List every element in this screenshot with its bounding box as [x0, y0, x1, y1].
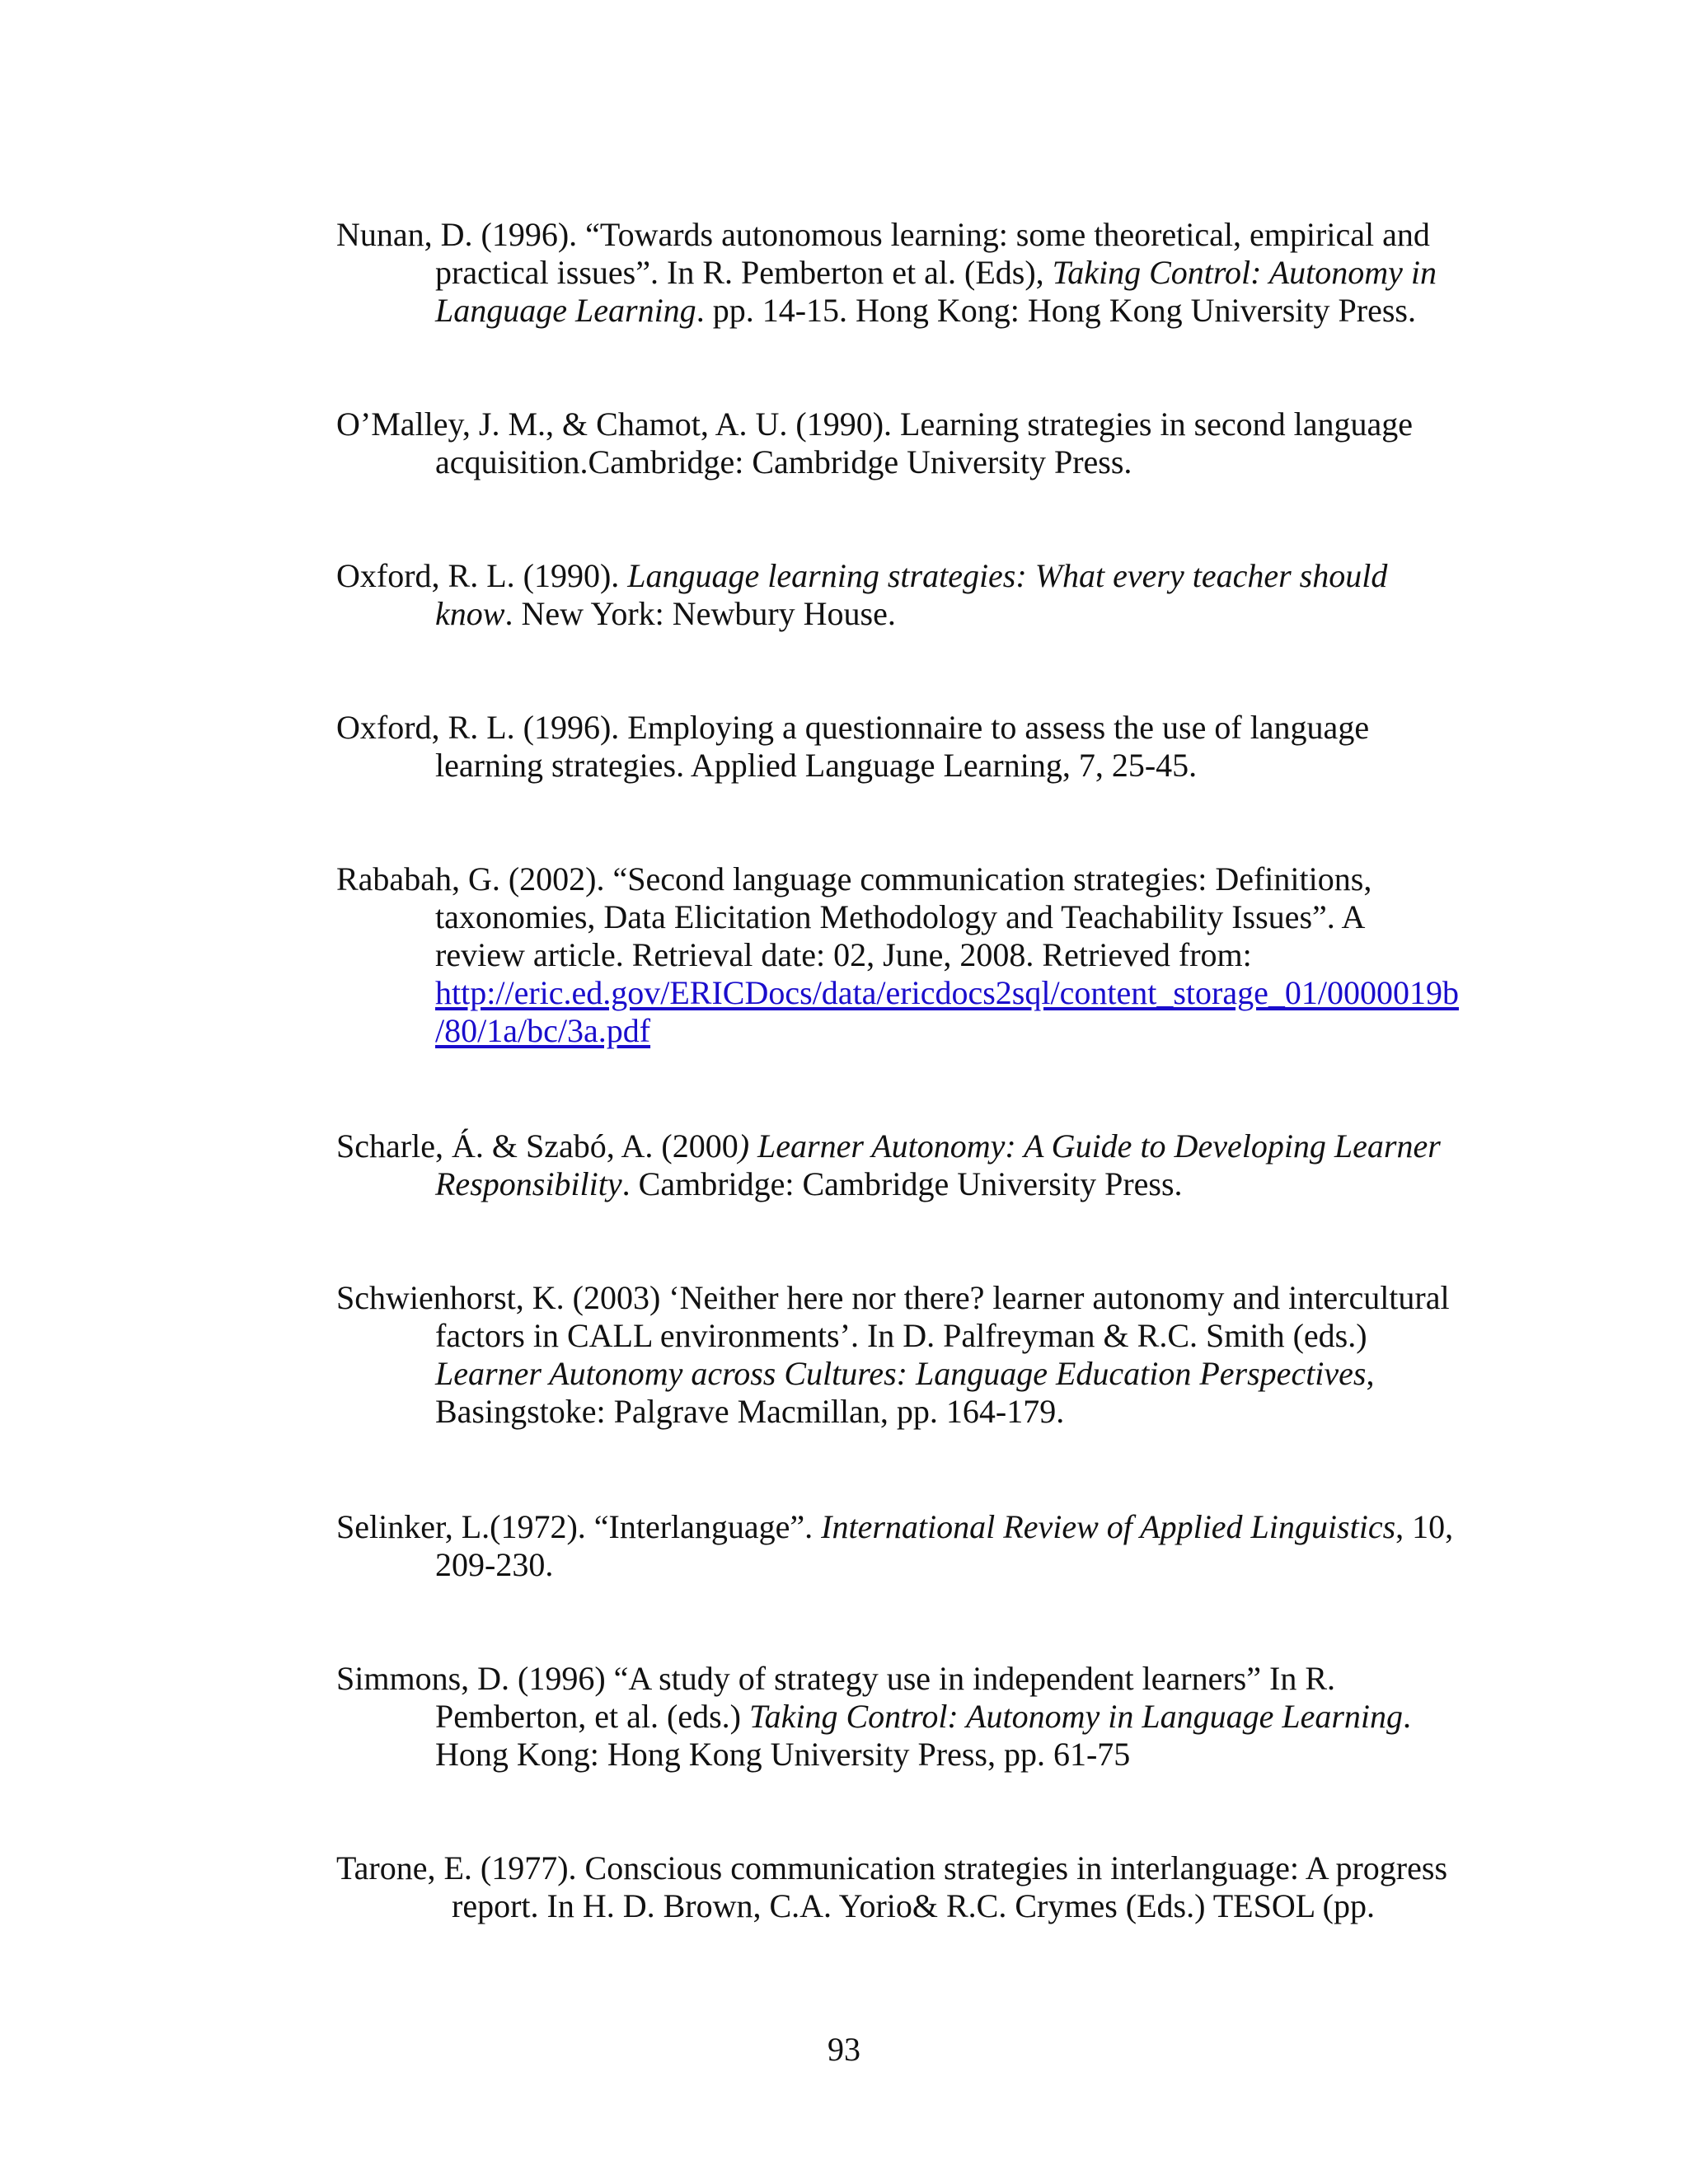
ref-text: learning strategies. Applied Language Learning, 7, 25-45.	[435, 747, 1198, 784]
page-number: 93	[828, 2031, 860, 2068]
ref-text: practical issues”. In R. Pemberton et al. (Eds),	[435, 254, 1053, 291]
ref-line	[336, 1546, 1474, 1584]
ref-line	[336, 292, 1474, 330]
ref-line	[336, 974, 1474, 1012]
ref-line	[336, 1887, 1474, 1925]
ref-line	[336, 860, 1474, 898]
ref-line	[336, 595, 1474, 633]
ref-line	[336, 1012, 1474, 1050]
ref-text: Oxford, R. L. (1996). Employing a questionnaire to assess the use of language	[336, 709, 1370, 746]
ref-line	[336, 1736, 1474, 1774]
ref-line	[336, 1393, 1474, 1431]
ref-line	[336, 1849, 1474, 1887]
ref-line	[336, 936, 1474, 974]
reference-oxford-1996	[336, 709, 1474, 785]
ref-text: Selinker, L.(1972). “Interlanguage”.	[336, 1508, 822, 1545]
ref-text: review article. Retrieval date: 02, June, 2008. Retrieved from:	[435, 936, 1252, 973]
ref-text: Basingstoke: Palgrave Macmillan, pp. 164-179.	[435, 1393, 1065, 1430]
ref-title-italic: Taking Control: Autonomy in	[1052, 254, 1437, 291]
ref-title-italic: Learner Autonomy across Cultures: Language Education Perspectives	[435, 1355, 1367, 1392]
ref-title-italic: Language Learning	[435, 292, 696, 329]
ref-line	[336, 1698, 1474, 1736]
reference-omalley	[336, 405, 1474, 481]
ref-line	[336, 254, 1474, 292]
ref-text: , 10,	[1395, 1508, 1454, 1545]
ref-line	[336, 1660, 1474, 1698]
ref-text: Nunan, D. (1996). “Towards autonomous learning: some theoretical, empirical and	[336, 216, 1430, 253]
ref-text: Simmons, D. (1996) “A study of strategy use in independent learners” In R.	[336, 1660, 1335, 1697]
reference-simmons	[336, 1660, 1474, 1774]
ref-line	[336, 898, 1474, 936]
ref-text: Pemberton, et al. (eds.)	[435, 1698, 749, 1735]
ref-line	[336, 405, 1474, 443]
ref-line	[336, 1508, 1474, 1546]
ref-text: ,	[1366, 1355, 1375, 1392]
reference-tarone	[336, 1849, 1474, 1925]
ref-text: factors in CALL environments’. In D. Palfreyman & R.C. Smith (eds.)	[435, 1317, 1367, 1354]
ref-line	[336, 709, 1474, 747]
ref-title-italic: International Review of Applied Linguistics	[821, 1508, 1396, 1545]
ref-text: .	[1403, 1698, 1412, 1735]
ref-text: taxonomies, Data Elicitation Methodology and Teachability Issues”. A	[435, 898, 1366, 935]
reference-selinker	[336, 1508, 1474, 1584]
ref-line	[336, 557, 1474, 595]
ref-text: Schwienhorst, K. (2003) ‘Neither here nor there? learner autonomy and intercultural	[336, 1279, 1450, 1316]
ref-text: Scharle, Á. & Szabó, A. (2000	[336, 1127, 738, 1165]
reference-schwienhorst	[336, 1279, 1474, 1431]
ref-line	[336, 1127, 1474, 1165]
ref-title-italic: know	[435, 595, 505, 632]
ref-text: O’Malley, J. M., & Chamot, A. U. (1990). Learning strategies in second language	[336, 405, 1414, 443]
ref-title-italic: Language learning strategies: What every teacher should	[627, 557, 1388, 594]
ref-title-italic: Taking Control: Autonomy in Language Learning	[749, 1698, 1404, 1735]
ref-line	[336, 1279, 1474, 1317]
ref-text: Oxford, R. L. (1990).	[336, 557, 628, 594]
ref-text: report. In H. D. Brown, C.A. Yorio& R.C. Crymes (Eds.) TESOL (pp.	[452, 1887, 1375, 1924]
ref-text: 209-230.	[435, 1546, 554, 1583]
eric-url-link[interactable]: http://eric.ed.gov/ERICDocs/data/ericdocs2sql/content_storage_01/0000019b	[435, 974, 1459, 1011]
ref-text: . pp. 14-15. Hong Kong: Hong Kong University Press.	[696, 292, 1416, 329]
ref-line	[336, 1317, 1474, 1355]
ref-text: acquisition.Cambridge: Cambridge University Press.	[435, 443, 1132, 480]
ref-title-italic: Responsibility	[435, 1165, 622, 1202]
reference-oxford-1990	[336, 557, 1474, 633]
reference-rababah	[336, 860, 1474, 1050]
ref-line	[336, 1355, 1474, 1393]
ref-line	[336, 443, 1474, 481]
ref-text: . New York: Newbury House.	[504, 595, 896, 632]
ref-line	[336, 1165, 1474, 1203]
eric-url-link-continued[interactable]: /80/1a/bc/3a.pdf	[435, 1012, 651, 1049]
reference-nunan	[336, 216, 1474, 330]
ref-line	[336, 747, 1474, 785]
reference-scharle	[336, 1127, 1474, 1203]
ref-text: Rababah, G. (2002). “Second language communication strategies: Definitions,	[336, 860, 1372, 898]
ref-text: . Cambridge: Cambridge University Press.	[621, 1165, 1183, 1202]
ref-text: Hong Kong: Hong Kong University Press, pp. 61-75	[435, 1736, 1131, 1773]
ref-line	[336, 216, 1474, 254]
ref-title-italic: ) Learner Autonomy: A Guide to Developing Learner	[738, 1127, 1441, 1165]
ref-text: Tarone, E. (1977). Conscious communication strategies in interlanguage: A progress	[336, 1849, 1448, 1886]
